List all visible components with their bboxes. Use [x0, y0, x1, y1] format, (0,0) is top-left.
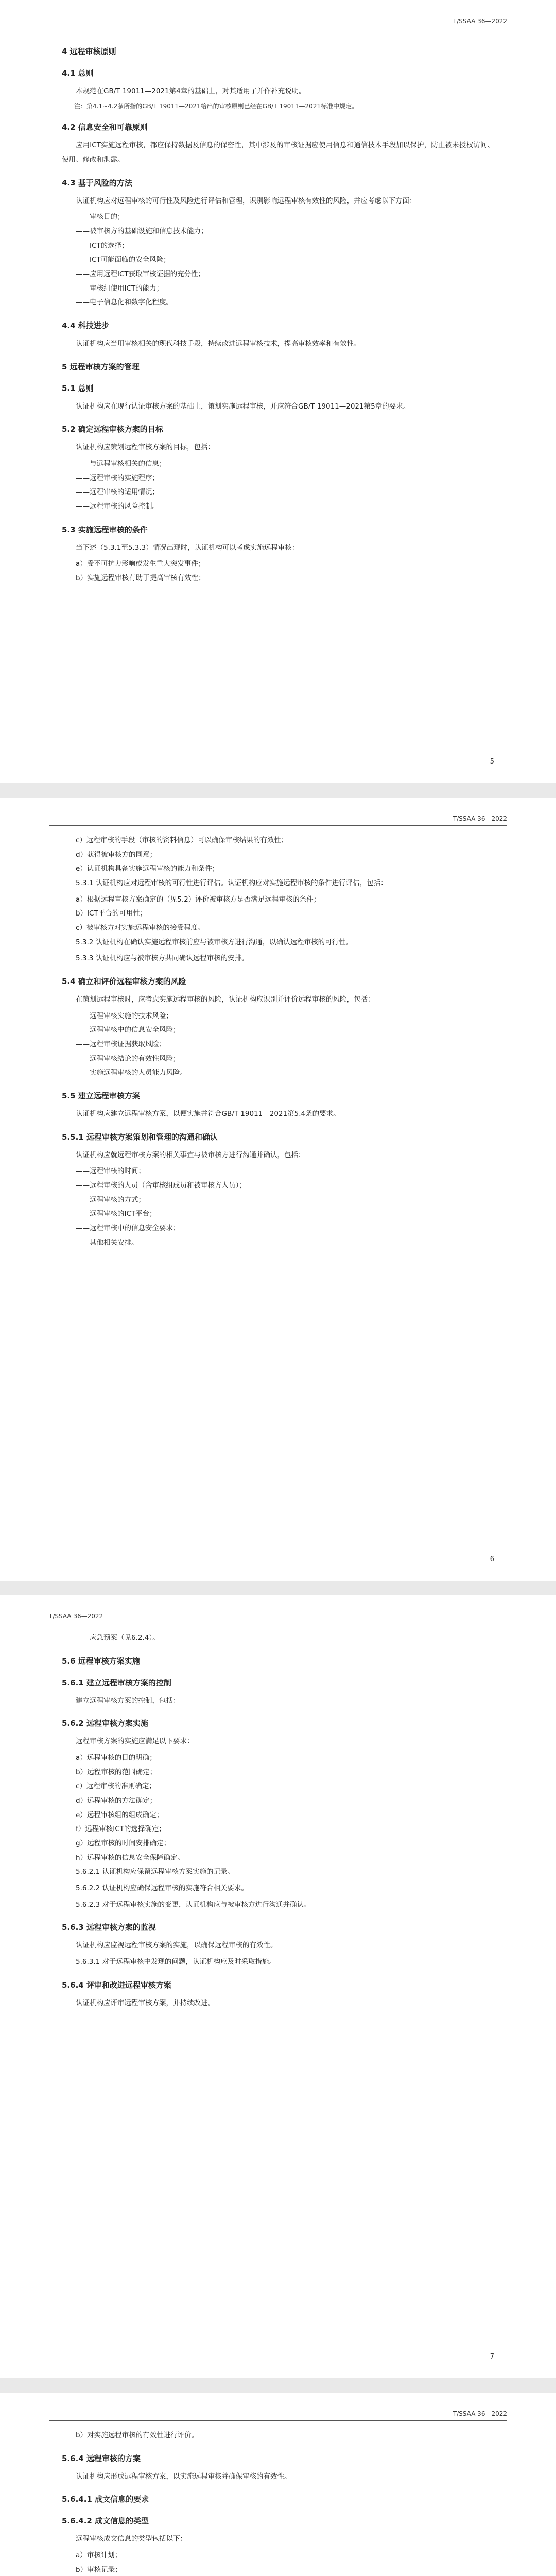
paragraph: 认证机构应策划远程审核方案的目标，包括：: [76, 443, 215, 452]
paragraph: 认证机构应评审远程审核方案，并持续改进。: [76, 1998, 215, 2007]
document-page: [0, 0, 556, 783]
list-item: a）审核计划；: [76, 2551, 122, 2560]
note-text: 注：第4.1~4.2条所指的GB/T 19011—2021给出的审核原则已经在GB/T 19011—2021标准中规定。: [74, 102, 358, 110]
paragraph: 认证机构应对远程审核的可行性及风险进行评估和管理，识别影响远程审核有效性的风险，并应考虑以下方面：: [76, 196, 416, 205]
list-item: ——远程审核的实施程序；: [76, 473, 159, 482]
list-item: b）对实施远程审核的有效性进行评价。: [76, 2431, 199, 2439]
paragraph: 认证机构应当用审核相关的现代科技手段，持续改进远程审核技术，提高审核效率和有效性。: [76, 339, 361, 348]
section-heading: 5.6.4.1 成文信息的要求: [62, 2495, 149, 2504]
list-item: a）远程审核的目的明确；: [76, 1754, 157, 1762]
page-number: 5: [490, 758, 494, 766]
paragraph: 5.3.3 认证机构应与被审核方共同确认远程审核的安排。: [76, 954, 249, 963]
page-separator: [0, 2378, 556, 2393]
list-item: ——远程审核的风险控制。: [76, 502, 159, 511]
paragraph: 应用ICT实施远程审核，都应保持数据及信息的保密性，其中涉及的审核证据应使用信息和通信技术手段加以保护，防止被未授权访问、使用、修改和泄露。: [62, 141, 494, 164]
list-item: ——远程审核的适用情况；: [76, 488, 159, 497]
paragraph: 远程审核成文信息的类型包括以下：: [76, 2535, 187, 2544]
list-item: ——电子信息化和数字化程度。: [76, 298, 173, 307]
section-heading: 5.2 确定远程审核方案的目标: [62, 425, 163, 434]
list-item: c）远程审核的手段（审核的资料信息）可以确保审核结果的有效性；: [76, 836, 288, 844]
section-heading: 4 远程审核原则: [62, 47, 116, 56]
list-item: ——远程审核证据获取风险；: [76, 1040, 166, 1049]
list-item: b）实施远程审核有助于提高审核有效性；: [76, 574, 205, 583]
page-content: [62, 1631, 494, 2012]
page-content: [62, 36, 494, 586]
section-heading: 5.6.3 远程审核方案的监视: [62, 1923, 156, 1933]
list-item: ——ICT的选择；: [76, 241, 129, 250]
paragraph: 5.6.2.3 对于远程审核实施的变更，认证机构应与被审核方进行沟通并确认。: [76, 1900, 311, 1909]
list-item: g）远程审核的时间安排确定；: [76, 1839, 171, 1848]
document-page: [0, 798, 556, 1581]
section-heading: 5.5 建立远程审核方案: [62, 1091, 140, 1101]
list-item: ——与远程审核相关的信息；: [76, 460, 166, 468]
list-item: ——被审核方的基础设施和信息技术能力；: [76, 227, 208, 235]
list-item: ——远程审核的ICT平台；: [76, 1210, 157, 1218]
section-heading: 4.1 总则: [62, 69, 94, 78]
page-content: [62, 834, 494, 1250]
header-rule: [49, 2420, 507, 2421]
page-separator: [0, 783, 556, 798]
page-header-code: T/SSAA 36—2022: [453, 2410, 507, 2417]
list-item: ——应急预案（见6.2.4）。: [76, 1634, 160, 1642]
page-number: 6: [490, 1555, 494, 1563]
list-item: ——审核目的；: [76, 213, 125, 222]
list-item: b）审核记录；: [76, 2565, 122, 2574]
paragraph: 5.6.2.1 认证机构应保留远程审核方案实施的记录。: [76, 1868, 235, 1876]
section-heading: 5.6.4 远程审核的方案: [62, 2453, 141, 2463]
section-heading: 4.3 基于风险的方法: [62, 178, 132, 188]
paragraph: 认证机构应形成远程审核方案，以实施远程审核并确保审核的有效性。: [76, 2472, 291, 2481]
list-item: f）远程审核ICT的选择确定；: [76, 1825, 166, 1834]
paragraph: 当下述（5.3.1至5.3.3）情况出现时，认证机构可以考虑实施远程审核：: [76, 543, 299, 552]
list-item: ——远程审核的人员（含审核组成员和被审核方人员）；: [76, 1181, 246, 1190]
list-item: d）远程审核的方法确定；: [76, 1797, 157, 1805]
section-heading: 5.6.4.2 成文信息的类型: [62, 2516, 149, 2526]
section-heading: 4.4 科技进步: [62, 320, 109, 330]
page-header-code: T/SSAA 36—2022: [453, 815, 507, 822]
page-header-code: T/SSAA 36—2022: [453, 18, 507, 25]
list-item: ——审核组使用ICT的能力；: [76, 284, 164, 293]
list-item: e）远程审核组的组成确定；: [76, 1810, 164, 1819]
paragraph: 5.6.2.2 认证机构应确保远程审核的实施符合相关要求。: [76, 1884, 249, 1893]
list-item: ——远程审核实施的技术风险；: [76, 1011, 173, 1020]
paragraph: 在策划远程审核时，应考虑实施远程审核的风险，认证机构应识别并评价远程审核的风险，包括：: [76, 995, 375, 1004]
section-heading: 5.1 总则: [62, 383, 94, 393]
list-item: c）远程审核的准则确定；: [76, 1782, 156, 1791]
section-heading: 5.4 确立和评价远程审核方案的风险: [62, 977, 186, 987]
section-heading: 5.5.1 远程审核方案策划和管理的沟通和确认: [62, 1132, 218, 1142]
section-heading: 5.3 实施远程审核的条件: [62, 524, 148, 534]
header-rule: [49, 825, 507, 826]
list-item: ——ICT可能面临的安全风险；: [76, 256, 170, 264]
page-content: [62, 2429, 494, 2576]
paragraph: 认证机构应在现行认证审核方案的基础上，策划实施远程审核，并应符合GB/T 19011—2021第5章的要求。: [76, 402, 410, 411]
section-heading: 5.6 远程审核方案实施: [62, 1656, 140, 1666]
list-item: c）被审核方对实施远程审核的接受程度。: [76, 924, 205, 933]
paragraph: 本规范在GB/T 19011—2021第4章的基础上，对其适用了并作补充说明。: [76, 87, 306, 95]
list-item: ——远程审核中的信息安全要求；: [76, 1224, 180, 1233]
page-separator: [0, 1581, 556, 1595]
paragraph: 建立远程审核方案的控制，包括：: [76, 1696, 180, 1705]
paragraph: 5.3.2 认证机构在确认实施远程审核前应与被审核方进行沟通，以确认远程审核的可行性。: [76, 938, 353, 946]
paragraph: 5.3.1 认证机构应对远程审核的可行性进行评估。认证机构应对实施远程审核的条件进行评估，包括：: [76, 879, 388, 888]
section-heading: 5.6.1 建立远程审核方案的控制: [62, 1677, 171, 1687]
list-item: ——实施远程审核的人员能力风险。: [76, 1069, 187, 1077]
list-item: h）远程审核的信息安全保障确定。: [76, 1853, 185, 1862]
list-item: e）认证机构具备实施远程审核的能力和条件；: [76, 865, 219, 873]
list-item: d）获得被审核方的同意；: [76, 850, 157, 859]
document-page: [0, 1595, 556, 2378]
page-header-code: T/SSAA 36—2022: [49, 1613, 103, 1620]
list-item: b）远程审核的范围确定；: [76, 1768, 157, 1776]
list-item: a）受不可抗力影响或发生重大突发事件；: [76, 560, 205, 568]
paragraph: 认证机构应监视远程审核方案的实施，以确保远程审核的有效性。: [76, 1941, 277, 1950]
list-item: a）根据远程审核方案确定的（见5.2）评价被审核方是否满足远程审核的条件；: [76, 895, 321, 904]
paragraph: 5.6.3.1 对于远程审核中发现的问题，认证机构应及时采取措施。: [76, 1958, 276, 1967]
list-item: b）ICT平台的可用性；: [76, 909, 147, 918]
paragraph: 认证机构应建立远程审核方案，以便实施并符合GB/T 19011—2021第5.4条的要求。: [76, 1110, 340, 1118]
list-item: ——应用远程ICT获取审核证据的充分性；: [76, 269, 205, 278]
section-heading: 4.2 信息安全和可靠原则: [62, 123, 148, 132]
section-heading: 5.6.2 远程审核方案实施: [62, 1719, 148, 1728]
list-item: ——远程审核中的信息安全风险；: [76, 1026, 180, 1035]
list-item: ——远程审核的方式；: [76, 1195, 145, 1204]
document-page: [0, 2393, 556, 2576]
paragraph: 认证机构应就远程审核方案的相关事宜与被审核方进行沟通并确认，包括：: [76, 1150, 305, 1159]
section-heading: 5.6.4 评审和改进远程审核方案: [62, 1980, 171, 1990]
section-heading: 5 远程审核方案的管理: [62, 362, 140, 371]
paragraph: 远程审核方案的实施应满足以下要求：: [76, 1737, 194, 1746]
list-item: ——远程审核结论的有效性风险；: [76, 1054, 180, 1063]
list-item: ——其他相关安排。: [76, 1238, 138, 1247]
list-item: ——远程审核的时间；: [76, 1167, 145, 1176]
page-number: 7: [490, 2353, 494, 2361]
